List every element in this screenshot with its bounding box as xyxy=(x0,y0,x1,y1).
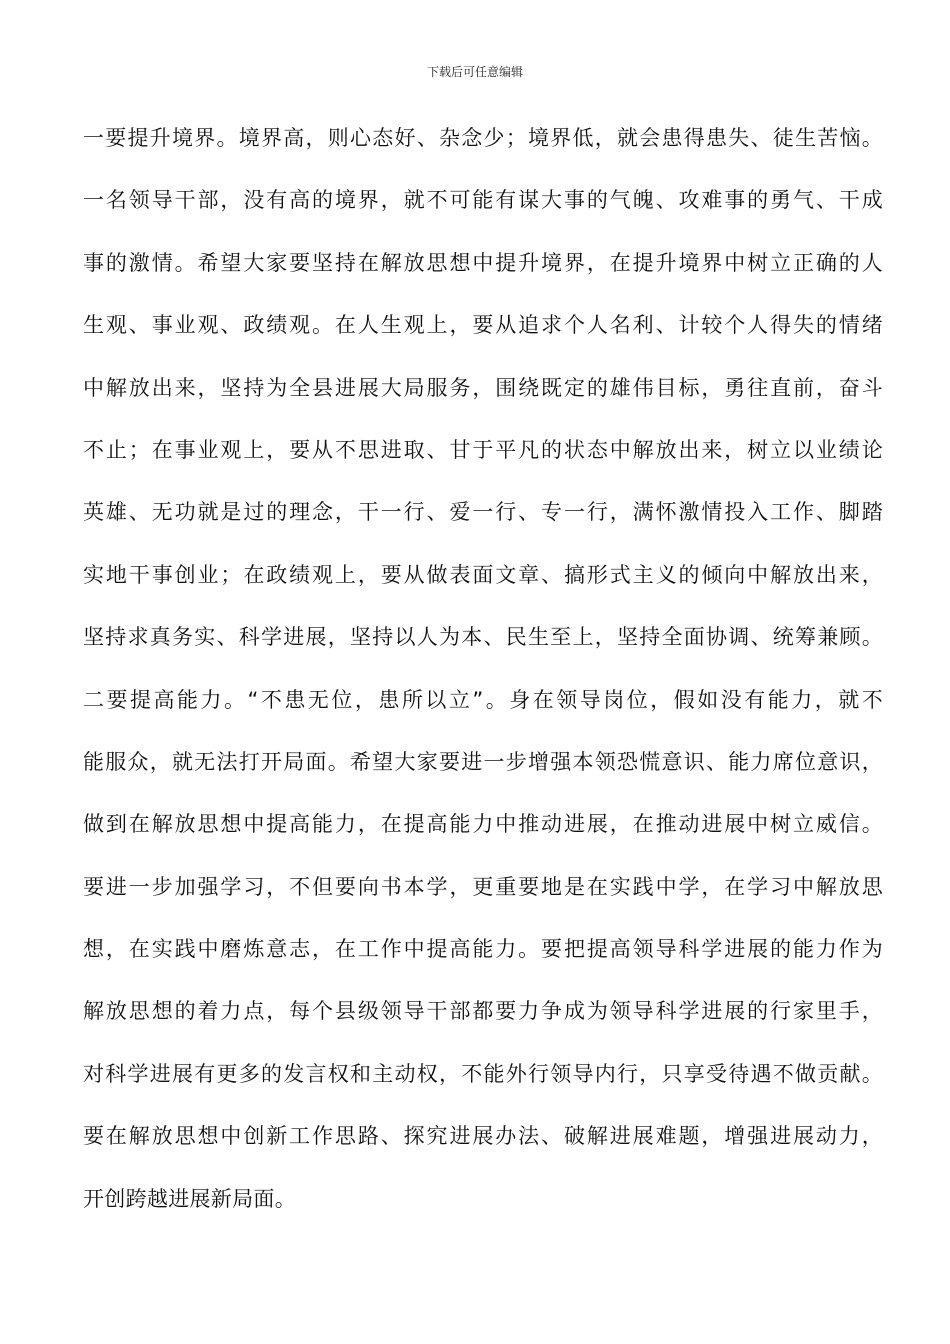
text-line: 中解放出来，坚持为全县进展大局服务，围绕既定的雄伟目标，勇往直前，奋斗 xyxy=(83,375,883,400)
text-line: 做到在解放思想中提高能力，在提高能力中推动进展，在推动进展中树立威信。 xyxy=(83,812,883,837)
text-line: 开创跨越进展新局面。 xyxy=(83,1186,296,1211)
text-line: 要进一步加强学习，不但要向书本学，更重要地是在实践中学，在学习中解放思 xyxy=(83,874,883,899)
page-header: 下载后可任意编辑 xyxy=(426,65,523,79)
text-line: 想，在实践中磨炼意志，在工作中提高能力。要把提高领导科学进展的能力作为 xyxy=(83,937,883,962)
text-line: 不止；在事业观上，要从不思进取、甘于平凡的状态中解放出来，树立以业绩论 xyxy=(83,437,883,462)
text-line: 坚持求真务实、科学进展，坚持以人为本、民生至上，坚持全面协调、统筹兼顾。 xyxy=(83,625,883,650)
text-line: 实地干事创业；在政绩观上，要从做表面文章、搞形式主义的倾向中解放出来， xyxy=(83,562,883,587)
text-line: 生观、事业观、政绩观。在人生观上，要从追求个人名利、计较个人得失的情绪 xyxy=(83,313,883,338)
body-text xyxy=(83,118,883,1241)
text-line: 能服众，就无法打开局面。希望大家要进一步增强本领恐慌意识、能力席位意识， xyxy=(83,749,883,774)
text-line: 对科学进展有更多的发言权和主动权，不能外行领导内行，只享受待遇不做贡献。 xyxy=(83,1061,883,1086)
text-line: 二要提高能力。“不患无位，患所以立”。身在领导岗位，假如没有能力，就不 xyxy=(83,687,883,712)
text-line: 英雄、无功就是过的理念，干一行、爱一行、专一行，满怀激情投入工作、脚踏 xyxy=(83,500,883,525)
text-line: 解放思想的着力点，每个县级领导干部都要力争成为领导科学进展的行家里手， xyxy=(83,999,883,1024)
text-line: 一名领导干部，没有高的境界，就不可能有谋大事的气魄、攻难事的勇气、干成 xyxy=(83,188,883,213)
text-line: 要在解放思想中创新工作思路、探究进展办法、破解进展难题，增强进展动力， xyxy=(83,1124,883,1149)
text-line: 事的激情。希望大家要坚持在解放思想中提升境界，在提升境界中树立正确的人 xyxy=(83,250,883,275)
text-line: 一要提升境界。境界高，则心态好、杂念少；境界低，就会患得患失、徒生苦恼。 xyxy=(83,126,883,150)
